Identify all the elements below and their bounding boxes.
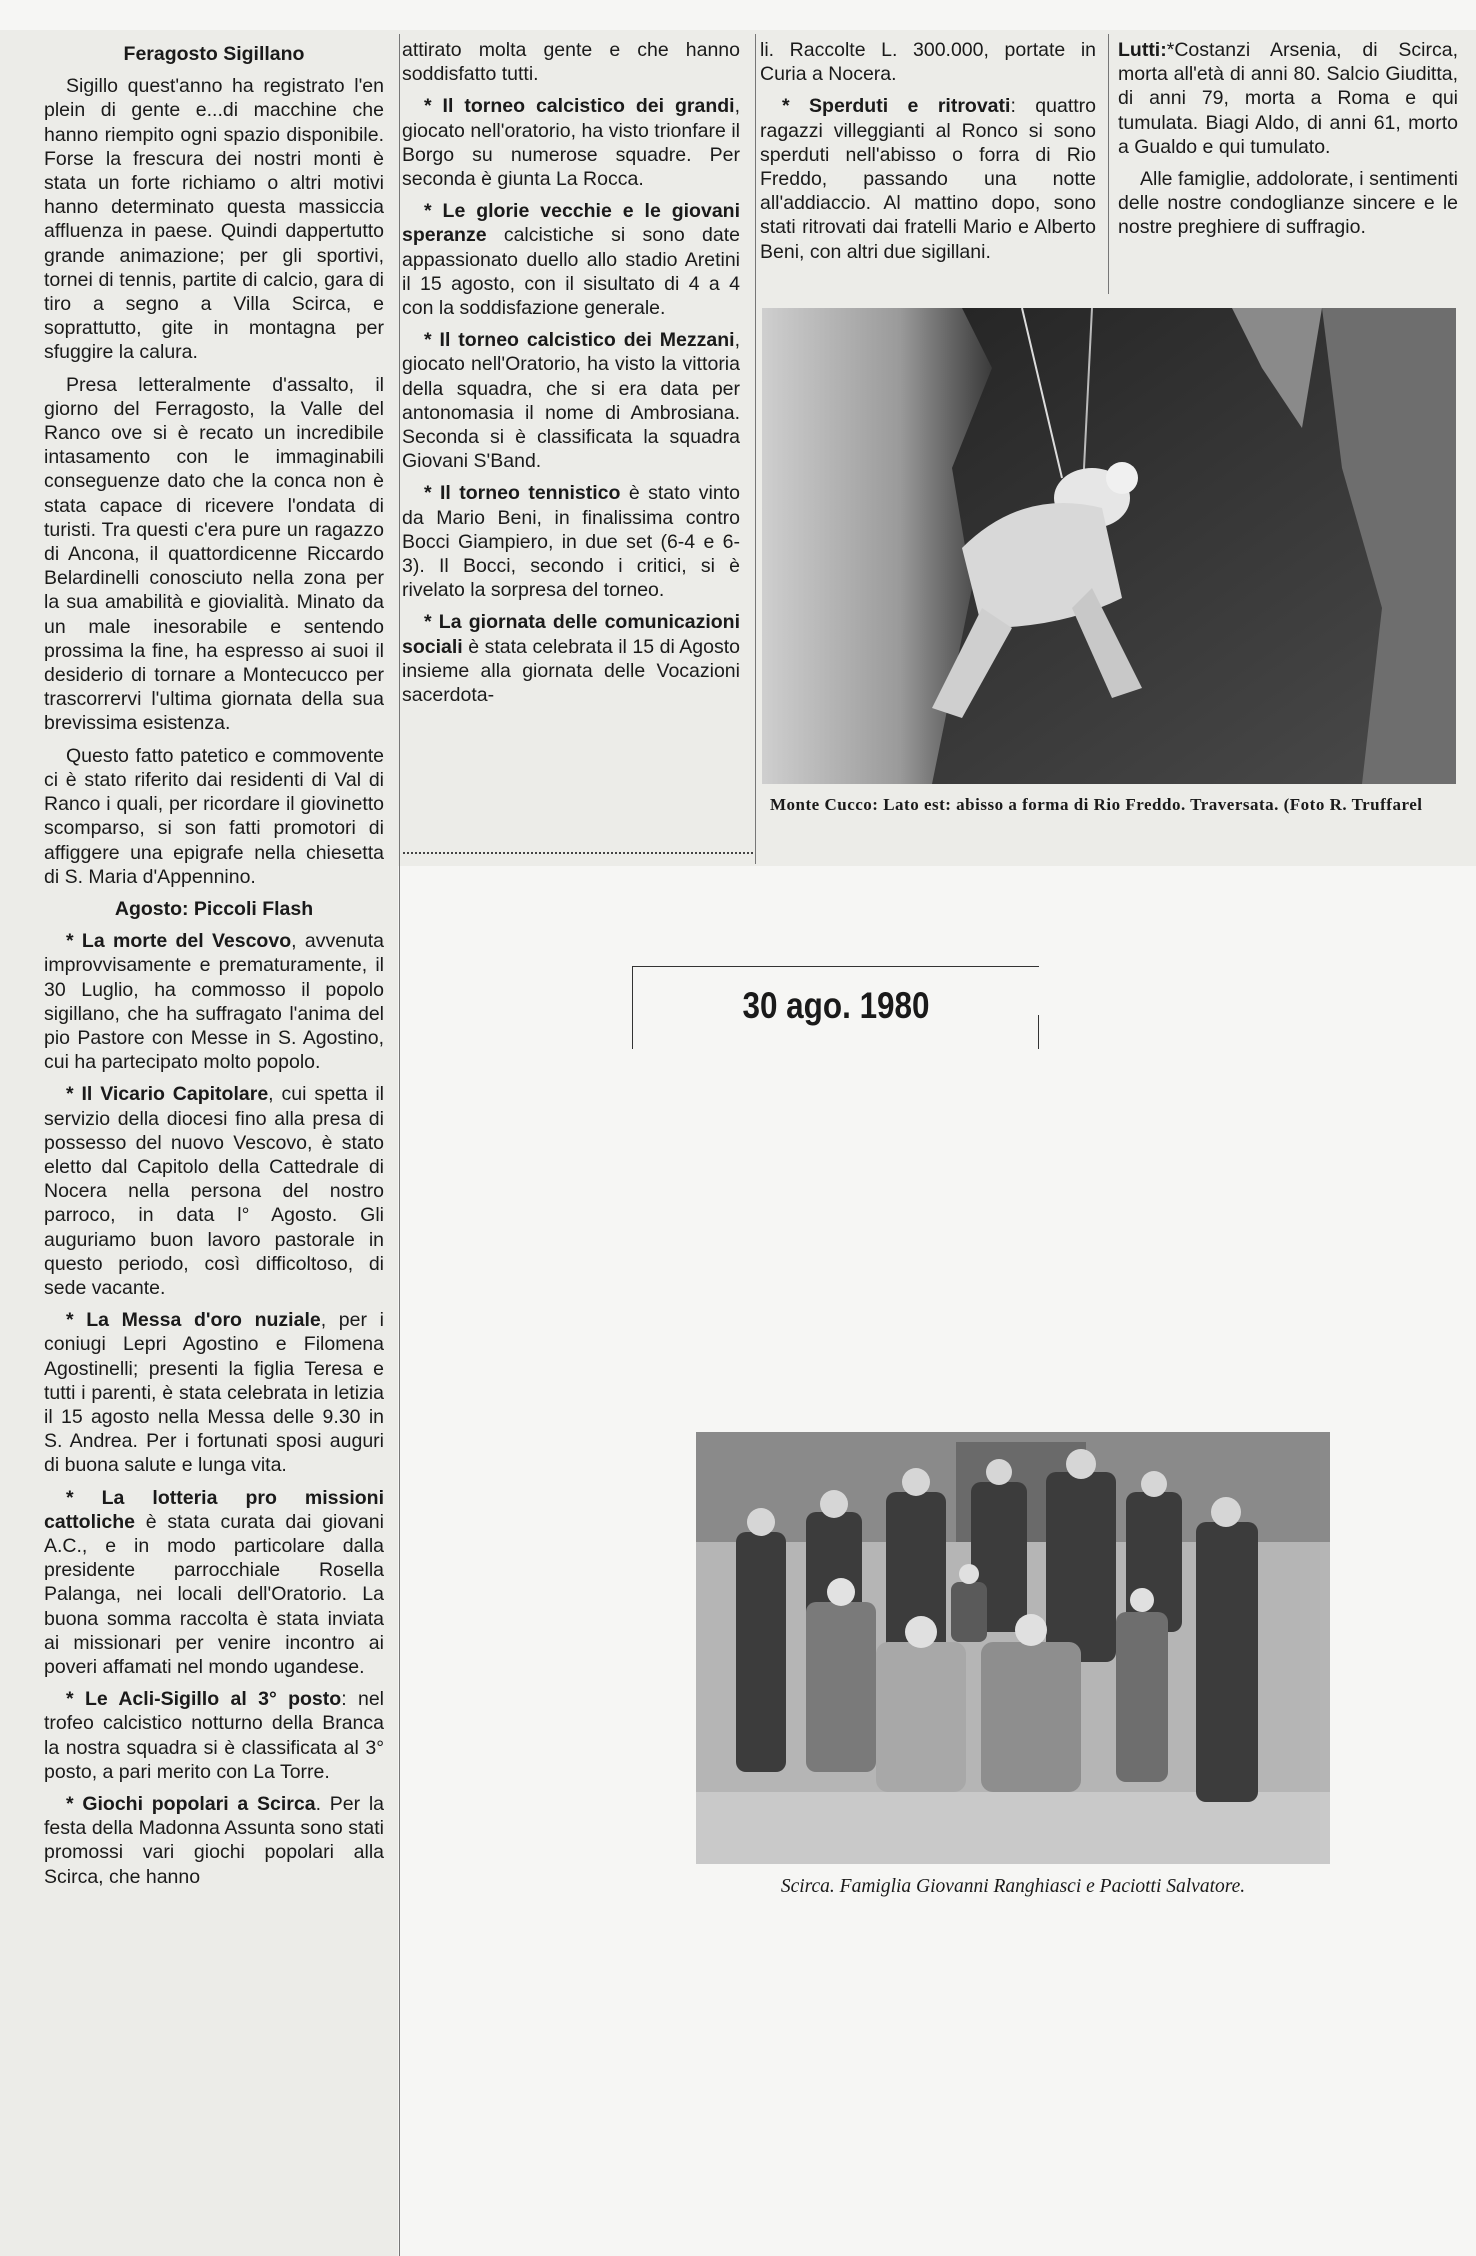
paragraph: attirato molta gente e che hanno soddisfatto tutti.: [402, 39, 740, 86]
flash-item: [402, 328, 740, 473]
flash-text: , avvenuta improvvisamente e prematuramente, il 30 Luglio, ha commosso il popolo sigillano, che ha suffragato l'anima del pio Pastore con Messe in S. Agostino, cui ha partecipato molto popolo.: [44, 930, 384, 1074]
photo-caption-monte-cucco: Monte Cucco: Lato est: abisso a forma di Rio Freddo. Traversata. (Foto R. Truffarel: [770, 795, 1423, 814]
flash-title: * Il torneo tennistico: [424, 482, 621, 505]
flash-item: [44, 1082, 384, 1300]
article-heading: Feragosto Sigillano: [123, 43, 305, 65]
flash-title: * Le glorie vecchie e le giovani speranze: [402, 200, 740, 247]
date-stamp-box: [632, 966, 1039, 1049]
date-stamp: 30 ago. 1980: [742, 985, 930, 1026]
obituaries-title: Lutti:: [1118, 39, 1167, 61]
flash-title: * La giornata delle comunicazioni sociali: [402, 611, 740, 658]
flash-title: * La morte del Vescovo: [66, 930, 292, 953]
section-heading: Agosto: Piccoli Flash: [114, 897, 314, 920]
flash-text: calcistiche si sono date appassionato duello allo stadio Aretini il 15 agosto, con il sisultato di 4 a 4 con la soddisfazione generale.: [402, 224, 740, 320]
flash-item: [44, 1792, 384, 1889]
flash-text: . Per la festa della Madonna Assunta sono stati promossi vari giochi popolari alla Scirca, che hanno: [44, 1793, 384, 1888]
flash-item: [760, 94, 1096, 263]
paragraph: Sigillo quest'anno ha registrato l'en plein di gente e...di macchine che hanno riempito ogni spazio disponibile. Forse la frescura dei nostri monti è stata un forte richiamo o altri motivi hanno determinato questa massiccia affluenza in paese. Quindi dappertutto grande animazione; per gli sportivi, tornei di tennis, partite di calcio, gara di tiro a segno a Villa Scirca, e soprattutto, gite in montagna per sfuggire la calura.: [44, 75, 384, 364]
flash-text: è stata curata dai giovani A.C., e in modo particolare dalla presidente parrocchiale Rosella Palanga, nei locali dell'Oratorio. La buona somma raccolta è stata inviata ai missionari per venire incontro ai poveri affamati nel mondo ugandese.: [44, 1510, 384, 1678]
article-column-1: [44, 42, 384, 1897]
column-bottom-rule: [403, 852, 755, 854]
flash-text: : quattro ragazzi villeggianti al Ronco si sono sperduti nell'abisso o forra di Rio Freddo, passando una notte all'addiaccio. Al mattino dopo, sono stati ritrovati dai fratelli Mario e Alberto Beni, con altri due sigillani.: [760, 95, 1097, 263]
flash-text: , giocato nell'Oratorio, ha visto la vittoria della squadra, che si era data per antonomasia il nome di Ambrosiana. Seconda si è classificata la squadra Giovani S'Band.: [402, 329, 740, 473]
flash-item: [402, 94, 740, 191]
flash-item: [402, 610, 740, 707]
obituaries: [1118, 38, 1458, 159]
flash-text: , giocato nell'oratorio, ha visto trionfare il Borgo su numerose squadre. Per seconda è giunta La Rocca.: [402, 95, 740, 191]
flash-item: [44, 1486, 384, 1680]
flash-item: [44, 929, 384, 1074]
article-column-2: [402, 38, 740, 715]
cave-climber-image: [762, 308, 1456, 784]
photo-caption-family: Scirca. Famiglia Giovanni Ranghiasci e Paciotti Salvatore.: [780, 1876, 1246, 1897]
photo-family: [696, 1432, 1330, 1864]
flash-text: : nel trofeo calcistico notturno della Branca la nostra squadra si è classificata al 3° posto, a pari merito con La Torre.: [44, 1688, 384, 1783]
flash-title: * Le Acli-Sigillo al 3° posto: [66, 1688, 342, 1711]
flash-text: è stato vinto da Mario Beni, in finalissima contro Bocci Giampiero, in due set (6-4 e 6-3). Il Bocci, secondo i critici, si è rivelato la sorpresa del torneo.: [402, 482, 740, 602]
column-rule: [755, 34, 756, 864]
flash-title: * Il torneo calcistico dei grandi: [424, 95, 735, 118]
flash-title: * Il Vicario Capitolare: [66, 1083, 269, 1106]
flash-title: * Il torneo calcistico dei Mezzani: [424, 329, 735, 352]
flash-item: [44, 1687, 384, 1784]
column-rule: [399, 34, 400, 2256]
flash-item: [402, 481, 740, 602]
flash-text: è stata celebrata il 15 di Agosto insieme alla giornata delle Vocazioni sacerdota-: [402, 635, 740, 707]
flash-text: , cui spetta il servizio della diocesi fino alla presa di possesso del nuovo Vescovo, è stato eletto dal Capitolo della Cattedrale di Nocera nella persona del nostro parroco, in data l° Agosto. Gli auguriamo buon lavoro pastorale in questo periodo, così difficoltoso, di sede vacante.: [44, 1083, 385, 1299]
column-rule: [1108, 34, 1109, 294]
article-column-3: [760, 38, 1096, 272]
flash-title: * Sperduti e ritrovati: [782, 95, 1011, 118]
obituaries-text: *Costanzi Arsenia, di Scirca, morta all'età di anni 80. Salcio Giuditta, di anni 79, morta a Roma e qui tumulata. Biagi Aldo, di anni 61, morto a Gualdo e qui tumulato.: [1118, 39, 1458, 158]
photo-monte-cucco: [762, 308, 1456, 784]
paragraph: Presa letteralmente d'assalto, il giorno del Ferragosto, la Valle del Ranco ove si è recato un incredibile intasamento con le immaginabili conseguenze dato che la conca non è stata capace di ricevere l'ondata di turisti. Tra questi c'era pure un ragazzo di Ancona, il quattordicenne Riccardo Belardinelli conosciuto nella zona per la sua amabilità e giovialità. Minato da un male inesorabile e sentendo prossima la fine, ha espresso ai suoi il desiderio di tornare a Montecucco per trascorrervi l'ultima giornata della sua brevissima esistenza.: [44, 373, 384, 735]
paragraph: li. Raccolte L. 300.000, portate in Curia a Nocera.: [760, 39, 1096, 86]
flash-title: * La lotteria pro missioni cattoliche: [44, 1486, 384, 1533]
paragraph: Alle famiglie, addolorate, i sentimenti delle nostre condoglianze sincere e le nostre preghiere di suffragio.: [1118, 168, 1458, 239]
flash-title: * La Messa d'oro nuziale: [66, 1309, 321, 1332]
article-column-4: [1118, 38, 1458, 248]
flash-text: , per i coniugi Lepri Agostino e Filomena Agostinelli; presenti la figlia Teresa e tutti i parenti, è stata celebrata in letizia il 15 agosto nella Messa delle 9.30 in S. Andrea. Per i fortunati sposi auguri di buona salute e lunga vita.: [44, 1309, 384, 1477]
flash-item: [44, 1308, 384, 1477]
date-stamp-edge: [1038, 1015, 1039, 1049]
flash-title: * Giochi popolari a Scirca: [66, 1793, 316, 1816]
family-group-image: [696, 1432, 1330, 1864]
paragraph: Questo fatto patetico e commovente ci è stato riferito dai residenti di Val di Ranco i quali, per ricordare il giovinetto scomparso, si son fatti promotori di affiggere una epigrafe nella chiesetta di S. Maria d'Appennino.: [44, 744, 384, 888]
flash-item: [402, 199, 740, 320]
